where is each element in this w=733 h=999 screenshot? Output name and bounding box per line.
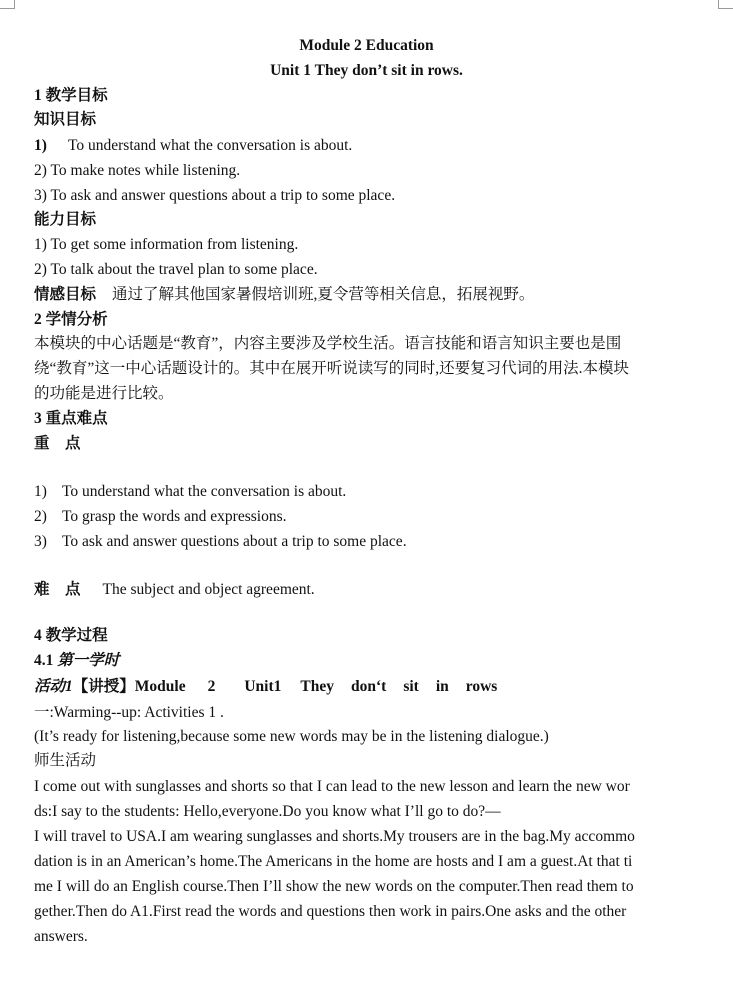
list-item: 2) To grasp the words and expressions. bbox=[34, 508, 287, 525]
page-corner-mark bbox=[0, 0, 15, 9]
list-item: 2) To talk about the travel plan to some place. bbox=[34, 261, 318, 278]
section-heading: 2 学情分析 bbox=[34, 311, 108, 328]
paragraph-line: gether.Then do A1.First read the words and questions then work in pairs.One asks and the other bbox=[34, 903, 627, 920]
paragraph-line: 难 点 The subject and object agreement. bbox=[34, 581, 315, 598]
paragraph-line: 一:Warming--up: Activities 1 . bbox=[34, 704, 224, 721]
paragraph-line: 师生活动 bbox=[34, 752, 97, 769]
paragraph-line: (It’s ready for listening,because some new words may be in the listening dialogue.) bbox=[34, 728, 549, 745]
section-heading: 4 教学过程 bbox=[34, 627, 108, 644]
list-item: 3) To ask and answer questions about a trip to some place. bbox=[34, 533, 407, 550]
subheading: 4.1 第一学时 bbox=[34, 652, 120, 669]
paragraph-line: 情感目标 通过了解其他国家暑假培训班,夏令营等相关信息，拓展视野。 bbox=[34, 286, 535, 303]
paragraph-line: 本模块的中心话题是“教育”，内容主要涉及学校生活。语言技能和语言知识主要也是围 bbox=[34, 335, 622, 352]
page-corner-mark bbox=[718, 0, 733, 9]
list-item: 2) To make notes while listening. bbox=[34, 162, 241, 179]
doc-subtitle: Unit 1 They don’t sit in rows. bbox=[270, 62, 463, 79]
list-item: 1) To understand what the conversation is about. bbox=[34, 483, 347, 500]
paragraph-line: 绕“教育”这一中心话题设计的。其中在展开听说读写的同时,还要复习代词的用法.本模块 bbox=[34, 360, 630, 377]
list-item: 3) To ask and answer questions about a trip to some place. bbox=[34, 187, 396, 204]
doc-title: Module 2 Education bbox=[299, 37, 434, 54]
list-item: 1) To understand what the conversation is about. bbox=[34, 137, 353, 154]
subheading: 重 点 bbox=[34, 435, 81, 452]
paragraph-line: me I will do an English course.Then I’ll show the new words on the computer.Then read them to bbox=[34, 878, 634, 895]
section-heading: 3 重点难点 bbox=[34, 410, 108, 427]
activity-heading: 活动1【讲授】Module 2 Unit1 They don‘t sit in rows bbox=[34, 678, 498, 695]
paragraph-line: ds:I say to the students: Hello,everyone.Do you know what I’ll go to do?— bbox=[34, 803, 501, 820]
section-heading: 1 教学目标 bbox=[34, 87, 108, 104]
subheading: 能力目标 bbox=[34, 211, 97, 228]
paragraph-line: I come out with sunglasses and shorts so that I can lead to the new lesson and learn the new wor bbox=[34, 778, 630, 795]
paragraph-line: I will travel to USA.I am wearing sunglasses and shorts.My trousers are in the bag.My accommo bbox=[34, 828, 635, 845]
paragraph-line: answers. bbox=[34, 928, 88, 945]
list-item: 1) To get some information from listening. bbox=[34, 236, 299, 253]
paragraph-line: 的功能是进行比较。 bbox=[34, 385, 174, 402]
subheading: 知识目标 bbox=[34, 111, 97, 128]
paragraph-line: dation is in an American’s home.The Americans in the home are hosts and I am a guest.At that ti bbox=[34, 853, 633, 870]
